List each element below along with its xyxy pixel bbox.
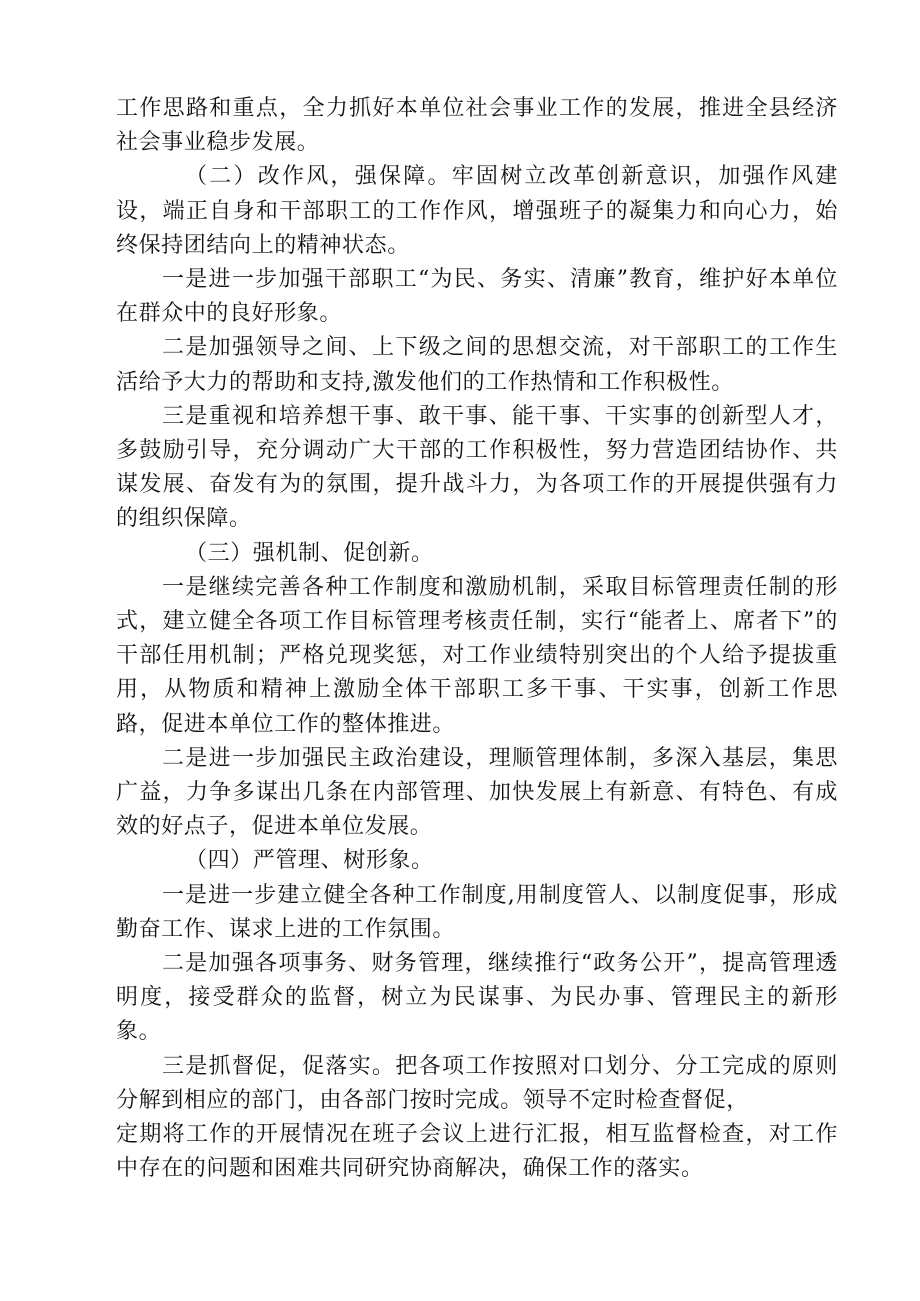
section-heading-2: （二）改作风，强保障。牢固树立改革创新意识，加强作风建设，端正自身和干部职工的工作作风，增强班子的凝集力和向心力，始终保持团结向上的精神状态。	[116, 164, 838, 258]
paragraph: 二是加强领导之间、上下级之间的思想交流，对干部职工的工作生活给予大力的帮助和支持,激发他们的工作热情和工作积极性。	[116, 335, 838, 395]
document-body	[116, 92, 838, 1187]
paragraph: 三是重视和培养想干事、敢干事、能干事、干实事的创新型人才，多鼓励引导，充分调动广大干部的工作积极性，努力营造团结协作、共谋发展、奋发有为的氛围，提升战斗力，为各项工作的开展提供强有力的组织保障。	[116, 403, 838, 532]
paragraph: 一是继续完善各种工作制度和激励机制，采取目标管理责任制的形式，建立健全各项工作目标管理考核责任制，实行“能者上、席者下”的干部任用机制；严格兑现奖惩，对工作业绩特别突出的个人给予提拔重用，从物质和精神上激励全体干部职工多干事、干实事，创新工作思路，促进本单位工作的整体推进。	[116, 574, 838, 737]
section-heading-4: （四）严管理、树形象。	[185, 848, 434, 874]
paragraph-continuation: 工作思路和重点，全力抓好本单位社会事业工作的发展，推进全县经济社会事业稳步发展。	[116, 96, 838, 156]
paragraph: 三是抓督促，促落实。把各项工作按照对口划分、分工完成的原则分解到相应的部门，由各部门按时完成。领导不定时检查督促，	[116, 1053, 838, 1113]
paragraph: 二是进一步加强民主政治建设，理顺管理体制，多深入基层，集思广益，力争多谋出几条在内部管理、加快发展上有新意、有特色、有成效的好点子，促进本单位发展。	[116, 745, 838, 840]
paragraph: 一是进一步加强干部职工“为民、务实、清廉”教育，维护好本单位在群众中的良好形象。	[116, 267, 838, 327]
paragraph: 二是加强各项事务、财务管理，继续推行“政务公开”，提高管理透明度，接受群众的监督，树立为民谋事、为民办事、管理民主的新形象。	[116, 951, 838, 1045]
section-heading-3: （三）强机制、促创新。	[185, 540, 434, 566]
paragraph-continuation: 定期将工作的开展情况在班子会议上进行汇报，相互监督检查，对工作中存在的问题和困难共同研究协商解决，确保工作的落实。	[116, 1122, 838, 1182]
paragraph: 一是进一步建立健全各种工作制度,用制度管人、以制度促事，形成勤奋工作、谋求上进的工作氛围。	[116, 882, 838, 942]
